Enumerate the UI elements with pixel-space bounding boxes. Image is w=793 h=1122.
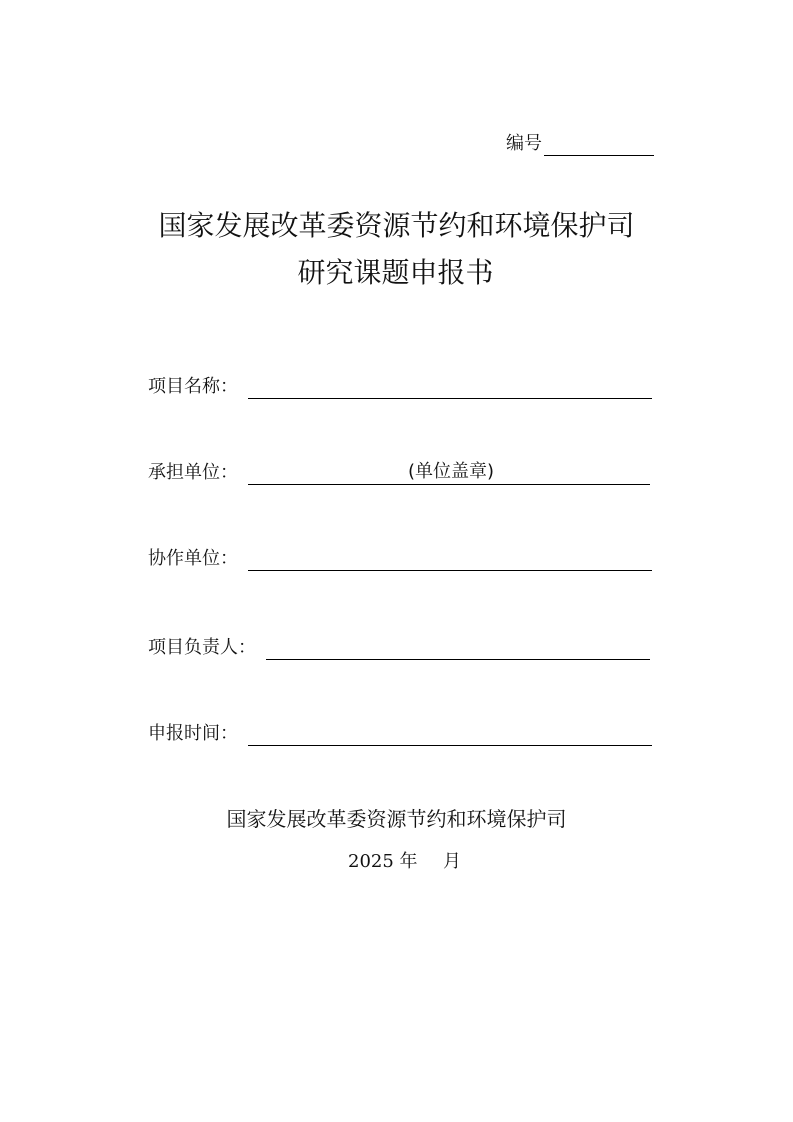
application-time-label: 申报时间： xyxy=(148,723,238,744)
serial-number-label: 编号 xyxy=(506,133,542,154)
footer-date xyxy=(348,850,461,874)
footer-organization: 国家发展改革委资源节约和环境保护司 xyxy=(226,807,567,831)
field-project-leader xyxy=(148,636,650,660)
seal-note: (单位盖章) xyxy=(408,461,495,482)
project-name-blank[interactable] xyxy=(248,376,652,399)
project-leader-blank[interactable] xyxy=(266,637,650,660)
footer-year-unit: 年 xyxy=(399,851,418,872)
field-cooperating-unit xyxy=(148,547,652,571)
cooperating-unit-label: 协作单位： xyxy=(148,548,238,569)
document-title-line-1: 国家发展改革委资源节约和环境保护司 xyxy=(158,209,635,242)
application-time-blank[interactable] xyxy=(248,723,652,746)
footer-month-unit: 月 xyxy=(443,851,462,872)
field-undertaking-unit xyxy=(148,461,650,485)
field-application-time xyxy=(148,722,652,746)
serial-number xyxy=(506,132,654,156)
document-title-line-2: 研究课题申报书 xyxy=(297,256,494,289)
footer-year: 2025 xyxy=(348,851,394,872)
project-leader-label: 项目负责人： xyxy=(148,637,256,658)
field-project-name xyxy=(148,375,652,399)
project-name-label: 项目名称： xyxy=(148,376,238,397)
cooperating-unit-blank[interactable] xyxy=(248,548,652,571)
undertaking-unit-label: 承担单位： xyxy=(148,462,238,483)
serial-number-blank[interactable] xyxy=(544,134,654,156)
undertaking-unit-blank[interactable] xyxy=(248,462,650,485)
